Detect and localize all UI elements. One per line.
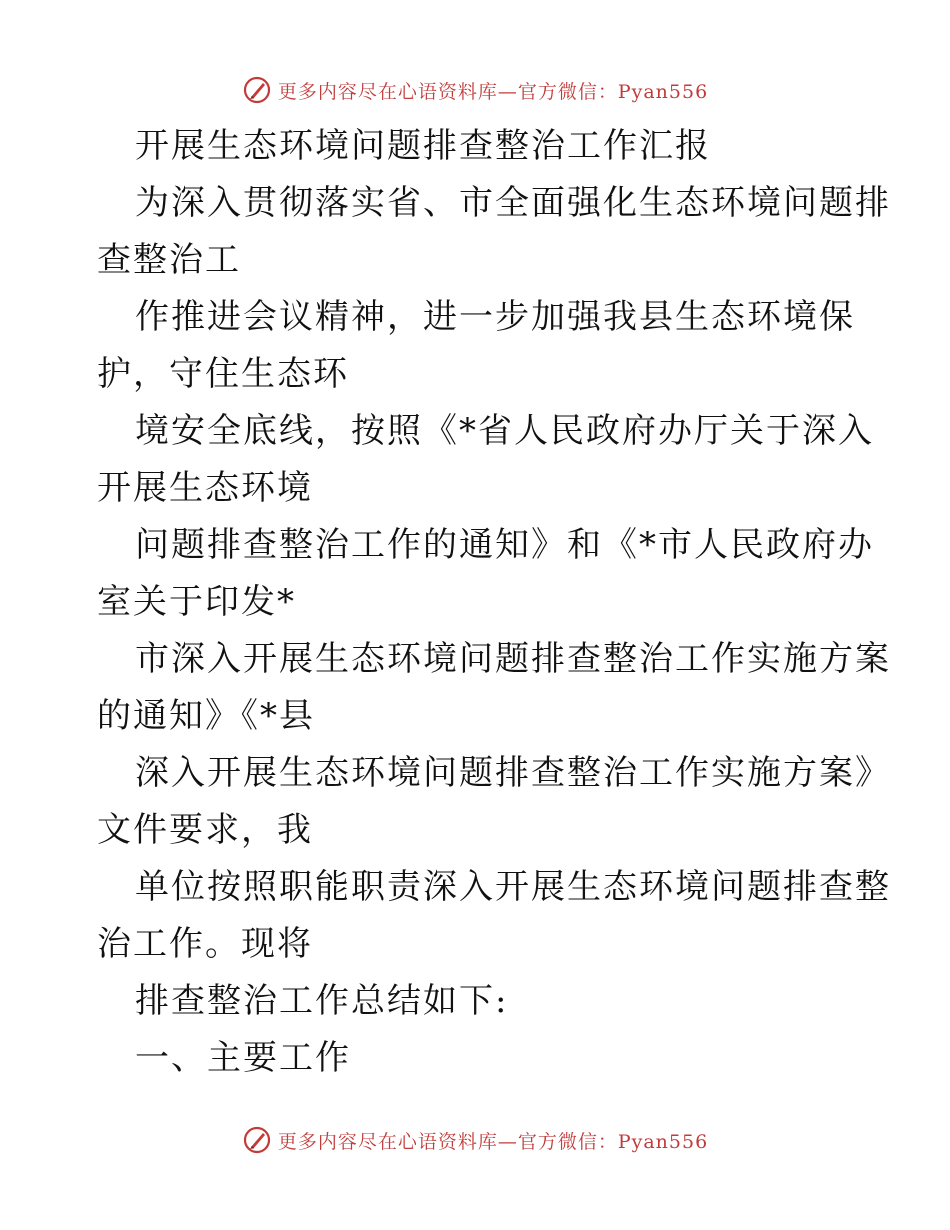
section-heading: 一、主要工作 (135, 1038, 351, 1078)
watermark-wechat: 官方微信：Pyan556 (517, 1130, 709, 1153)
header-watermark (0, 70, 950, 110)
paragraph-line: 单位按照职能职责深入开展生态环境问题排查整 (135, 867, 891, 907)
watermark-lead: 更多内容尽在心语资料库 (277, 80, 498, 103)
paragraph-line: 开展生态环境 (97, 468, 313, 508)
footer-watermark (0, 1120, 950, 1160)
watermark-text (278, 77, 708, 104)
watermark-wechat: 官方微信：Pyan556 (517, 80, 709, 103)
feather-pen-logo-icon (242, 1125, 272, 1155)
paragraph-line: 文件要求，我 (97, 810, 313, 850)
paragraph-line: 境安全底线，按照《*省人民政府办厅关于深入 (135, 411, 874, 451)
document-title: 开展生态环境问题排查整治工作汇报 (135, 126, 711, 166)
paragraph-line: 深入开展生态环境问题排查整治工作实施方案》 (135, 753, 891, 793)
paragraph-line: 问题排查整治工作的通知》和《*市人民政府办 (135, 525, 874, 565)
watermark-text (278, 1127, 708, 1154)
paragraph-line: 市深入开展生态环境问题排查整治工作实施方案 (135, 639, 891, 679)
paragraph-line: 的通知》《*县 (97, 696, 315, 736)
watermark-dash: — (497, 1130, 518, 1153)
paragraph-line: 护，守住生态环 (97, 354, 349, 394)
feather-pen-logo-icon (242, 75, 272, 105)
paragraph-line: 室关于印发* (97, 582, 296, 622)
paragraph-line: 为深入贯彻落实省、市全面强化生态环境问题排 (135, 183, 891, 223)
paragraph-line: 查整治工 (97, 240, 241, 280)
paragraph-line: 排查整治工作总结如下: (135, 981, 509, 1021)
document-body (97, 118, 891, 1087)
watermark-dash: — (497, 80, 518, 103)
watermark-lead: 更多内容尽在心语资料库 (277, 1130, 498, 1153)
paragraph-line: 治工作。现将 (97, 924, 313, 964)
paragraph-line: 作推进会议精神，进一步加强我县生态环境保 (135, 297, 855, 337)
